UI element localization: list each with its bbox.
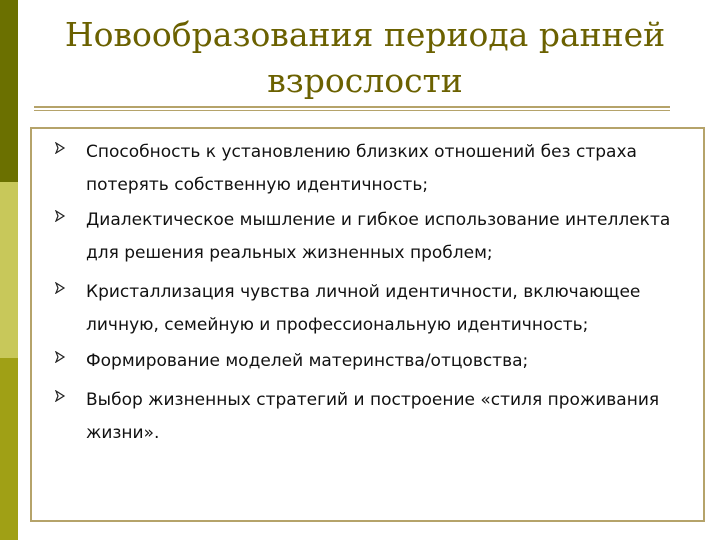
bullet-text: Способность к установлению близких отношений без страха потерять собственную идентичность; xyxy=(86,142,637,195)
sidebar-segment-dark xyxy=(0,0,18,182)
bullet-text: Кристаллизация чувства личной идентичности, включающее личную, семейную и профессиональную идентичность; xyxy=(86,282,641,335)
bullet-text: Диалектическое мышление и гибкое использование интеллекта для решения реальных жизненных проблем; xyxy=(86,210,671,263)
bullet-text: Выбор жизненных стратегий и построение «стиля проживания жизни». xyxy=(86,390,660,443)
arrowhead-bullet-icon xyxy=(54,210,66,222)
decorative-sidebar xyxy=(0,0,18,540)
title-divider xyxy=(34,106,670,111)
sidebar-segment-light xyxy=(0,182,18,358)
arrowhead-bullet-icon xyxy=(54,390,66,402)
slide-title: Новообразования периода ранней взрослости xyxy=(64,15,666,100)
arrowhead-bullet-icon xyxy=(54,351,66,363)
arrowhead-bullet-icon xyxy=(54,282,66,294)
arrowhead-bullet-icon xyxy=(54,142,66,154)
sidebar-segment-mid xyxy=(0,358,18,540)
content-box xyxy=(30,127,705,522)
bullet-text: Формирование моделей материнства/отцовства; xyxy=(86,351,529,371)
